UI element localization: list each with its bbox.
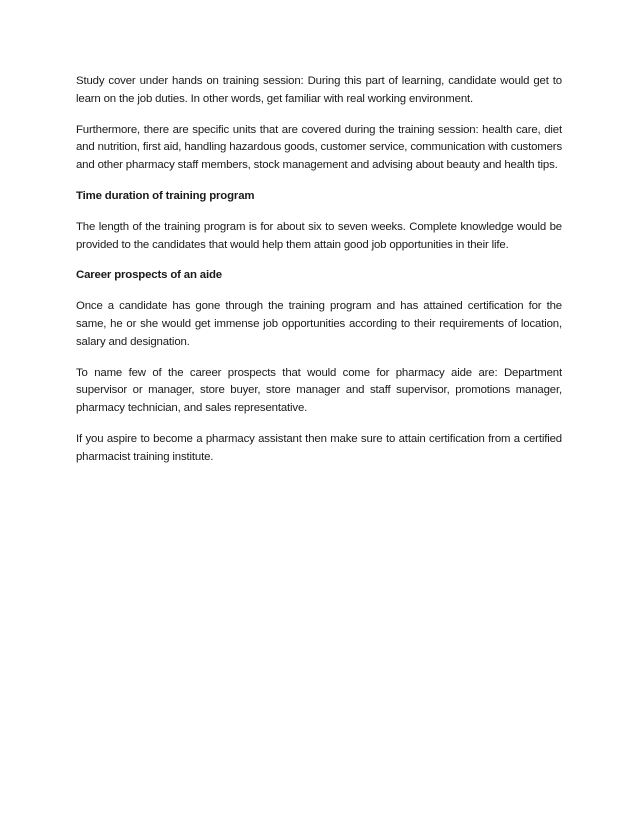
paragraph-career-list: To name few of the career prospects that would come for pharmacy aide are: Department supervisor or manager, store buyer, store manager and staff supervisor, promotions manager, pharmacy technician, and sales representative. — [76, 366, 562, 415]
paragraph-training-session: Study cover under hands on training session: During this part of learning, candidate would get to learn on the job duties. In other words, get familiar with real working environment. — [76, 75, 562, 105]
heading-time-duration: Time duration of training program — [76, 189, 255, 202]
paragraph-program-length: The length of the training program is for about six to seven weeks. Complete knowledge would be provided to the candidates that would help them attain good job opportunities in their life. — [76, 220, 562, 251]
document-page — [76, 73, 562, 480]
heading-career-prospects: Career prospects of an aide — [76, 269, 222, 282]
paragraph-training-units: Furthermore, there are specific units that are covered during the training session: health care, diet and nutrition, first aid, handling hazardous goods, customer service, communication with customers and other pharmacy staff members, stock management and advising about beauty and health tips. — [76, 123, 562, 172]
paragraph-certification-advice: If you aspire to become a pharmacy assistant then make sure to attain certification from a certified pharmacist training institute. — [76, 432, 562, 463]
paragraph-job-opportunities: Once a candidate has gone through the training program and has attained certification for the same, he or she would get immense job opportunities according to their requirements of location, salary and designation. — [76, 300, 562, 348]
